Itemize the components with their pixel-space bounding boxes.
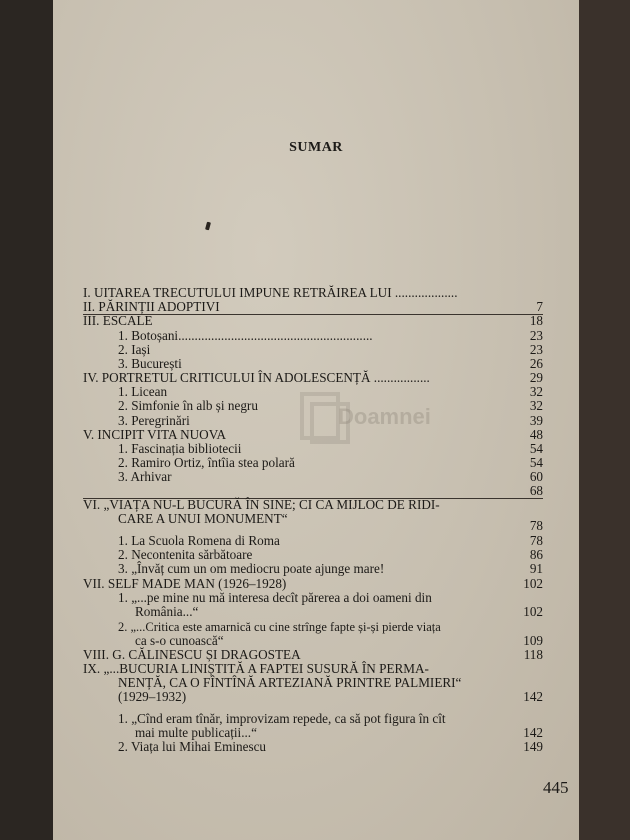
toc-page: 91 bbox=[529, 561, 543, 576]
toc-entry: 3. Arhivar bbox=[118, 469, 172, 484]
toc-entry: (1929–1932) bbox=[118, 689, 187, 704]
toc-page: 68 bbox=[529, 483, 543, 498]
toc-entry: 2. Ramiro Ortiz, întîia stea polară bbox=[118, 455, 295, 470]
toc-entry: mai multe publicații...“ bbox=[135, 725, 257, 740]
toc-entry: 3. Peregrinări bbox=[118, 413, 190, 428]
toc-entry: VI. „VIAȚA NU-L BUCURĂ ÎN SINE; CI CA MIJLOC DE RIDI- bbox=[83, 497, 440, 512]
toc-page: 48 bbox=[529, 427, 543, 442]
toc-page: 23 bbox=[529, 328, 543, 343]
toc-entry: 2. Iași bbox=[118, 342, 151, 357]
toc-page: 149 bbox=[523, 739, 543, 754]
page-title: SUMAR bbox=[289, 140, 343, 155]
toc-page: 86 bbox=[529, 547, 543, 562]
watermark-text: Doamnei bbox=[338, 404, 431, 429]
toc-page: 18 bbox=[529, 313, 543, 328]
book-page bbox=[53, 0, 579, 840]
toc-entry: IX. „...BUCURIA LINIȘTITĂ A FAPTEI SUSURĂ ÎN PERMA- bbox=[83, 661, 429, 676]
toc-page: 142 bbox=[523, 689, 543, 704]
toc-page: 109 bbox=[523, 633, 543, 648]
toc-page: 78 bbox=[529, 518, 543, 533]
toc-entry: V. INCIPIT VITA NUOVA bbox=[83, 427, 227, 442]
toc-page: 29 bbox=[529, 370, 543, 385]
toc-page: 102 bbox=[523, 576, 543, 591]
toc-page: 23 bbox=[529, 342, 543, 357]
toc-page: 54 bbox=[529, 441, 543, 456]
toc-entry: 1. Botoșani........................................................... bbox=[118, 328, 373, 343]
toc-entry: 1. „...pe mine nu mă interesa decît părerea a doi oameni din bbox=[118, 590, 432, 605]
toc-entry: 2. Simfonie în alb și negru bbox=[118, 398, 258, 413]
toc-entry: I. UITAREA TRECUTULUI IMPUNE RETRĂIREA LUI ................... bbox=[83, 285, 458, 300]
toc-entry: 2. Viața lui Mihai Eminescu bbox=[118, 739, 267, 754]
toc-entry: 2. „...Critica este amarnică cu cine strînge fapte și-și pierde viața bbox=[118, 620, 441, 634]
toc-entry: III. ESCALE bbox=[83, 313, 153, 328]
toc-page: 7 bbox=[536, 299, 543, 314]
toc-entry: România...“ bbox=[135, 604, 199, 619]
toc-entry: CARE A UNUI MONUMENT“ bbox=[118, 511, 288, 526]
toc-entry: 3. „Învăț cum un om mediocru poate ajunge mare! bbox=[118, 561, 385, 576]
toc-entry: ca s-o cunoască“ bbox=[135, 633, 224, 648]
toc-page: 32 bbox=[529, 384, 543, 399]
toc-entry: 1. La Scuola Romena di Roma bbox=[118, 533, 280, 548]
toc-entry: VIII. G. CĂLINESCU ȘI DRAGOSTEA bbox=[83, 647, 301, 662]
toc-page: 142 bbox=[523, 725, 543, 740]
background-right bbox=[579, 0, 630, 840]
toc-page: 60 bbox=[529, 469, 543, 484]
toc-entry: II. PĂRINȚII ADOPTIVI bbox=[83, 299, 220, 314]
toc-entry: VII. SELF MADE MAN (1926–1928) bbox=[83, 576, 287, 591]
toc-entry: 3. București bbox=[118, 356, 182, 371]
toc-page: 102 bbox=[523, 604, 543, 619]
ink-mark bbox=[205, 222, 211, 231]
toc-entry: 1. Licean bbox=[118, 384, 168, 399]
toc-page: 26 bbox=[529, 356, 543, 371]
toc-entry: NENȚĂ, CA O FÎNTÎNĂ ARTEZIANĂ PRINTRE PALMIERI“ bbox=[118, 675, 462, 690]
toc-entry: IV. PORTRETUL CRITICULUI ÎN ADOLESCENȚĂ ................. bbox=[83, 370, 430, 385]
toc-entry: 1. Fascinația bibliotecii bbox=[118, 441, 242, 456]
toc-page: 118 bbox=[523, 647, 543, 662]
page-number: 445 bbox=[543, 778, 569, 797]
toc-page: 54 bbox=[529, 455, 543, 470]
toc-page: 39 bbox=[529, 413, 543, 428]
toc-page: 78 bbox=[529, 533, 543, 548]
toc-page: 32 bbox=[529, 398, 543, 413]
toc-entry: 1. „Cînd eram tînăr, improvizam repede, ca să pot figura în cît bbox=[118, 711, 446, 726]
background-left bbox=[0, 0, 53, 840]
toc-entry: 2. Necontenita sărbătoare bbox=[118, 547, 253, 562]
